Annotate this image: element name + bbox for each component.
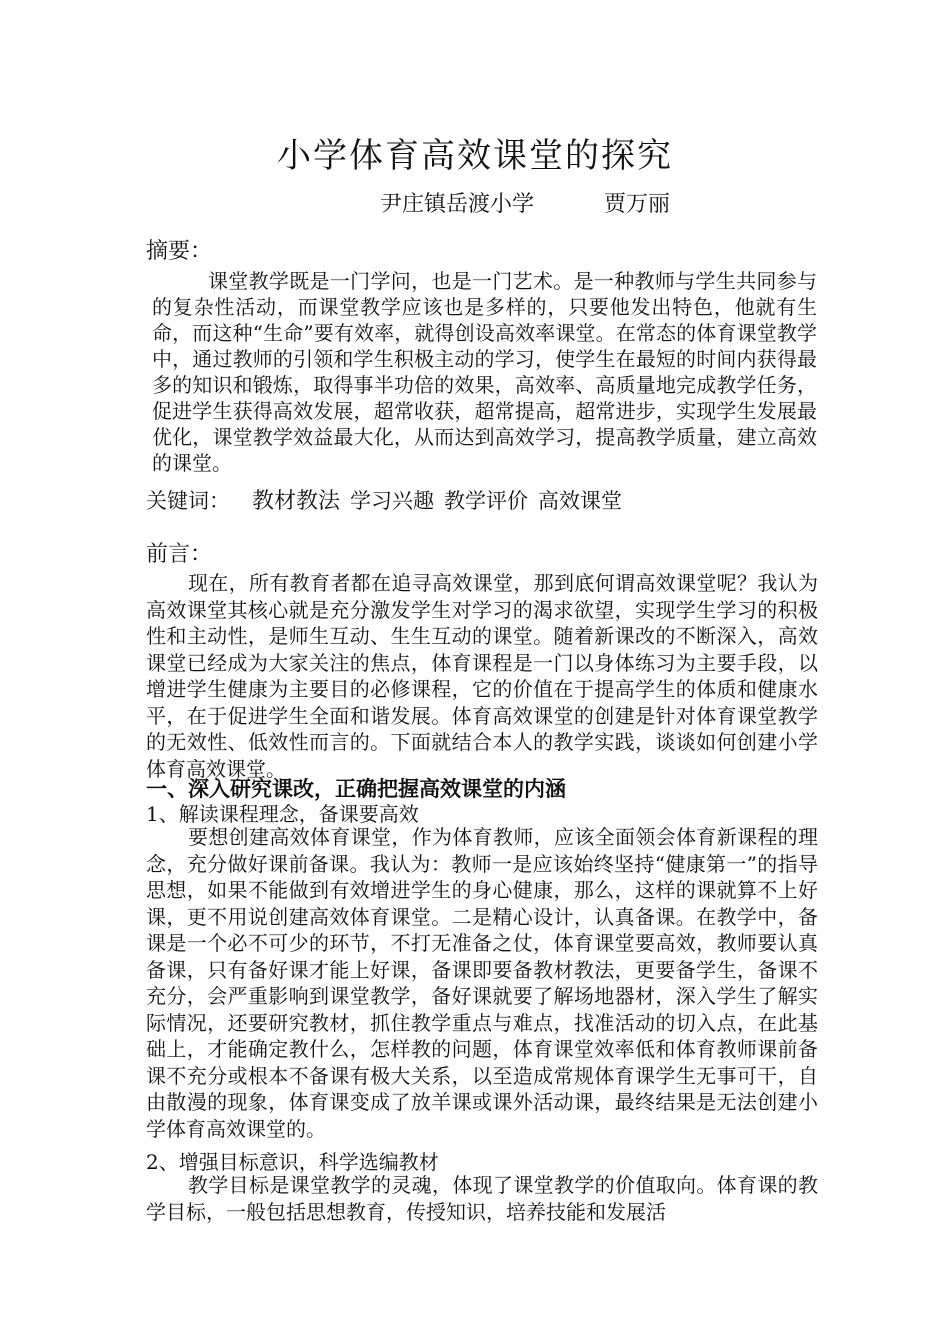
school-name: 尹庄镇岳渡小学 xyxy=(380,192,535,217)
keyword: 学习兴趣 xyxy=(350,489,435,513)
keyword: 教材教法 xyxy=(252,489,341,514)
keyword: 教学评价 xyxy=(444,489,529,513)
abstract-paragraph: 课堂教学既是一门学问，也是一门艺术。是一种教师与学生共同参与的复杂性活动，而课堂教学应该也是多样的，只要他发出特色，他就有生命，而这种“生命”要有效率，就得创设高效率课堂。在常态的体育课堂教学中，通过教师的引领和学生积极主动的学习，使学生在最短的时间内获得最多的知识和锻炼，取得事半功倍的效果，高效率、高质量地完成教学任务，促进学生获得高效发展，超常收获，超常提高，超常进步，实现学生发展最优化，课堂教学效益最大化，从而达到高效学习，提高教学质量，建立高效的课堂。 xyxy=(152,269,817,475)
keywords-line xyxy=(146,484,632,515)
preface-label: 前言： xyxy=(146,542,213,567)
byline xyxy=(380,187,670,218)
body-paragraph: 要想创建高效体育课堂，作为体育教师，应该全面领会体育新课程的理念，充分做好课前备课。我认为：教师一是应该始终坚持“健康第一”的指导思想，如果不能做到有效增进学生的身心健康，那么，这样的课就算不上好课，更不用说创建高效体育课堂。二是精心设计，认真备课。在教学中，备课是一个必不可少的环节，不打无准备之仗，体育课堂要高效，教师要认真备课，只有备好课才能上好课，备课即要备教材教法，更要备学生，备课不充分，会严重影响到课堂教学，备好课就要了解场地器材，深入学生了解实际情况，还要研究教材，抓住教学重点与难点，找准活动的切入点，在此基础上，才能确定教什么，怎样教的问题，体育课堂效率低和体育教师课前备课不充分或根本不备课有极大关系，以至造成常规体育课学生无事可干，自由散漫的现象，体育课变成了放羊课或课外活动课，最终结果是无法创建小学体育高效课堂的。 xyxy=(146,825,818,1141)
abstract-label: 摘要： xyxy=(146,239,213,264)
preface-paragraph: 现在，所有教育者都在追寻高效课堂，那到底何谓高效课堂呢？我认为高效课堂其核心就是充分激发学生对学习的渴求欲望，实现学生学习的积极性和主动性，是师生互动、生生互动的课堂。随着新课改的不断深入，高效课堂已经成为大家关注的焦点，体育课程是一门以身体练习为主要手段，以增进学生健康为主要目的必修课程，它的价值在于提高学生的体质和健康水平，在于促进学生全面和谐发展。体育高效课堂的创建是针对体育课堂教学的无效性、低效性而言的。下面就结合本人的教学实践，谈谈如何创建小学体育高效课堂。 xyxy=(146,571,818,781)
body-paragraph: 教学目标是课堂教学的灵魂，体现了课堂教学的价值取向。体育课的教学目标，一般包括思想教育，传授知识，培养技能和发展活 xyxy=(146,1173,818,1224)
keywords-label: 关键词： xyxy=(146,489,230,513)
keywords-list xyxy=(230,489,632,513)
subsection-heading: 1、解读课程理念，备课要高效 xyxy=(146,802,419,826)
author-name: 贾万丽 xyxy=(604,192,671,217)
subsection-heading: 2、增强目标意识，科学选编教材 xyxy=(146,1150,439,1174)
document-title: 小学体育高效课堂的探究 xyxy=(277,136,673,176)
keyword: 高效课堂 xyxy=(538,489,623,513)
section-heading: 一、深入研究课改，正确把握高效课堂的内涵 xyxy=(146,777,566,801)
